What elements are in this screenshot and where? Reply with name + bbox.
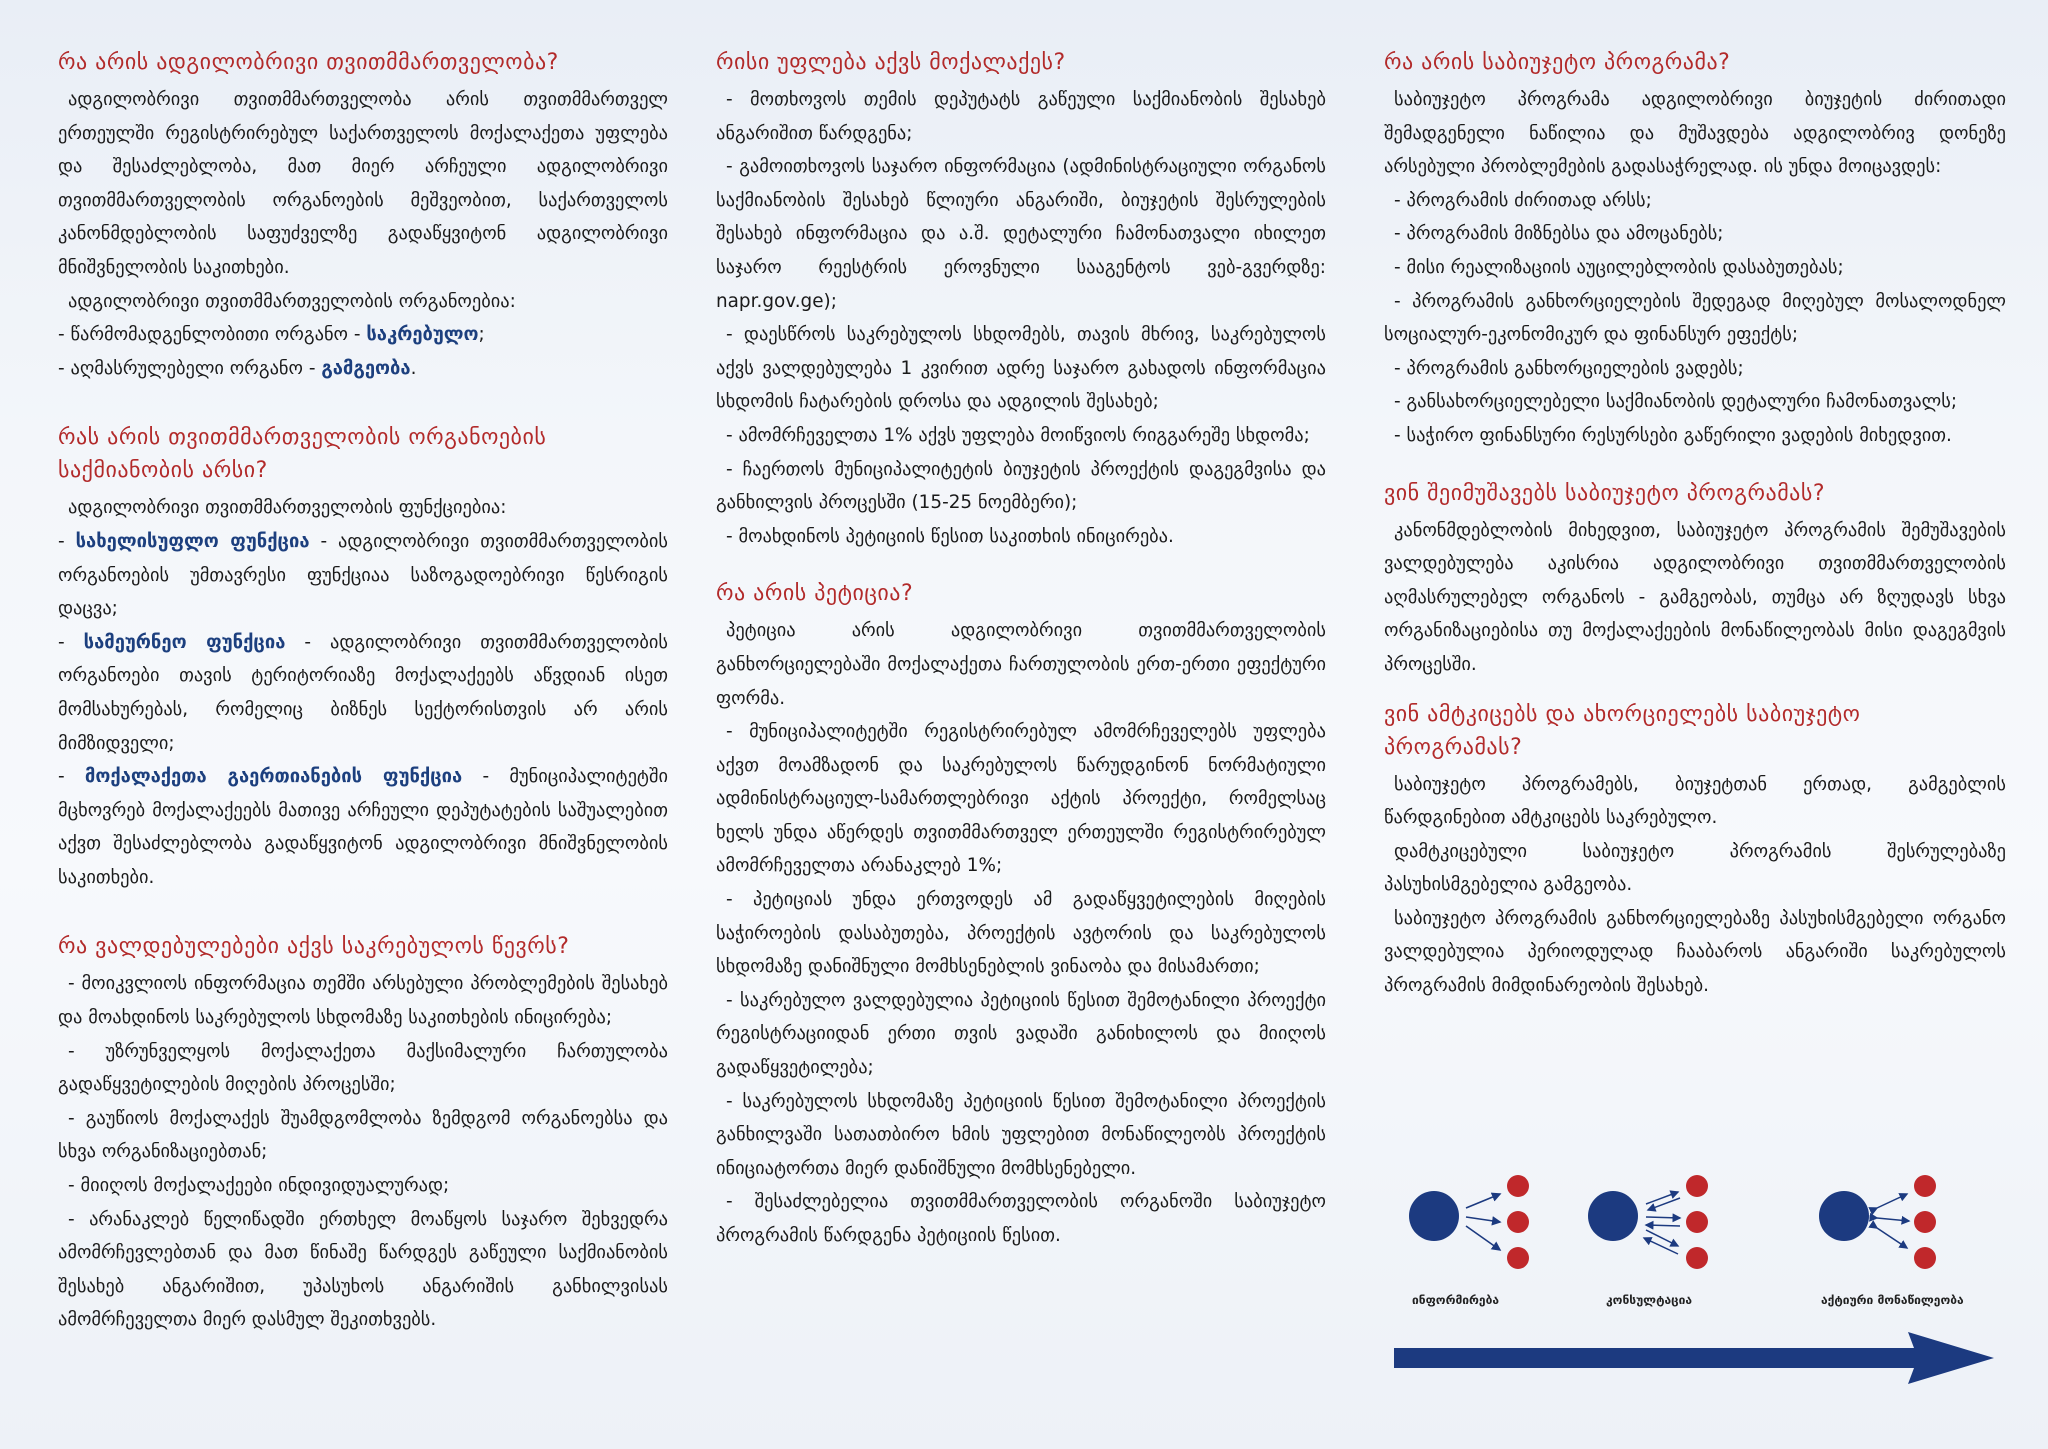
term-gamgeoba: გამგეობა <box>321 357 411 379</box>
term-sakrebulo: საკრებულო <box>366 324 479 346</box>
active-participation-group <box>1819 1175 1964 1307</box>
information-group <box>1409 1175 1529 1307</box>
arrow-icon <box>1466 1226 1500 1250</box>
heading-who-approves-program: ვინ ამტკიცებს და ახორციელებს საბიუჯეტო პროგრამას? <box>1384 701 1861 760</box>
paragraph: კანონმდებლობის მიხედვით, საბიუჯეტო პროგრამის შემუშავების ვალდებულება აკისრია ადგილობრივი თვითმმართველობის აღმასრულებელ ორგანოს - გამგეობას, თუმცა არ ზღუდავს სხვა ორგანიზაციებისა თუ მოქალაქეების მონაწილეობას მისი დაგეგმვის პროცესში. <box>1384 519 2006 675</box>
citizen-circle <box>1914 1211 1936 1233</box>
list-item: - პეტიციას უნდა ერთვოდეს ამ გადაწყვეტილების მიღების საჭიროების დასაბუთება, პროექტის ავტორის და საკრებულოს სხდომაზე დანიშნული მომხსენებლის ვინაობა და მისამართი; <box>716 889 1326 978</box>
double-arrow-icon <box>1877 1218 1909 1221</box>
citizen-circle <box>1507 1211 1529 1233</box>
list-item: - წარმომადგენლობითი ორგანო - საკრებულო; <box>58 324 485 346</box>
list-item: - გაუწიოს მოქალაქეს შუამდგომლობა ზემდგომ ორგანოებსა და სხვა ორგანიზაციებთან; <box>58 1107 668 1163</box>
participation-diagram <box>1384 1170 2024 1430</box>
paragraph: საბიუჯეტო პროგრამებს, ბიუჯეტთან ერთად, გამგებლის წარდგინებით ამტკიცებს საკრებულო. <box>1384 773 2006 829</box>
list-item: - სახელისუფლო ფუნქცია - ადგილობრივი თვითმმართველობის ორგანოების უმთავრესი ფუნქციაა საზოგადოებრივი წესრიგის დაცვა; <box>58 530 668 620</box>
list-item: - მიიღოს მოქალაქეები ინდივიდუალურად; <box>68 1175 450 1197</box>
citizen-circle <box>1914 1175 1936 1197</box>
double-arrow-icon <box>1877 1194 1907 1208</box>
list-item: - უზრუნველყოს მოქალაქეთა მაქსიმალური ჩართულობა გადაწყვეტილების მიღების პროცესში; <box>58 1040 668 1096</box>
diagram-label-information: ინფორმირება <box>1412 1293 1499 1307</box>
list-item: - მოახდინოს პეტიციის წესით საკითხის ინიცირება. <box>726 525 1174 547</box>
list-item: - საჭირო ფინანსური რესურსები გაწერილი ვადების მიხედვით. <box>1394 424 1952 446</box>
diagram-label-active-participation: აქტიური მონაწილეობა <box>1821 1293 1964 1307</box>
authority-circle <box>1819 1191 1869 1241</box>
citizen-circle <box>1914 1247 1936 1269</box>
paragraph: ადგილობრივი თვითმმართველობის ორგანოებია: <box>68 290 516 312</box>
heading-member-obligations: რა ვალდებულებები აქვს საკრებულოს წევრს? <box>58 934 570 960</box>
term-economic-function: სამეურნეო ფუნქცია <box>83 631 286 653</box>
list-item: - მუნიციპალიტეტში რეგისტრირებულ ამომრჩეველებს უფლება აქვთ მოამზადონ და საკრებულოს წარუდგინონ ნორმატიული ადმინისტრაციულ-სამართლებრივი აქტის პროექტი, რომელსაც ხელს უნდა აწერდეს თვითმმართველ ერთეულში რეგისტრირებულ ამომრჩეველთა არანაკლებ 1%; <box>716 721 1326 877</box>
arrow-icon <box>1648 1198 1680 1210</box>
list-item: - გამოითხოვოს საჯარო ინფორმაცია (ადმინისტრაციული ორგანოს საქმიანობის შესახებ წლიური ანგარიში, ბიუჯეტის შესრულების შესახებ ინფორმაცია და ა.შ. დეტალური ჩამონათვალი იხილეთ საჯარო რეესტრის ეროვნული სააგენტოს ვებ-გვერდზე: napr.gov.ge); <box>716 156 1326 312</box>
authority-circle <box>1588 1191 1638 1241</box>
paragraph: საბიუჯეტო პროგრამა ადგილობრივი ბიუჯეტის ძირითადი შემადგენელი ნაწილია და მუშავდება ადგილობრივ დონეზე არსებული პრობლემების გადასაჭრელად. ის უნდა მოიცავდეს: <box>1384 89 2006 178</box>
list-item: - მოთხოვოს თემის დეპუტატს გაწეული საქმიანობის შესახებ ანგარიშით წარდგენა; <box>716 89 1326 144</box>
citizen-circle <box>1507 1247 1529 1269</box>
list-item: - შესაძლებელია თვითმმართველობის ორგანოში საბიუჯეტო პროგრამის წარდგენა პეტიციის წესით. <box>716 1191 1326 1246</box>
list-item: - მოიკვლიოს ინფორმაცია თემში არსებული პრობლემების შესახებ და მოახდინოს საკრებულოს სხდომაზე საკითხების ინიცირება; <box>58 973 668 1029</box>
paragraph: დამტკიცებული საბიუჯეტო პროგრამის შესრულებაზე პასუხისმგებელია გამგეობა. <box>1384 840 2006 896</box>
diagram-label-consultation: კონსულტაცია <box>1606 1293 1692 1307</box>
paragraph: პეტიცია არის ადგილობრივი თვითმმართველობის განხორციელებაში მოქალაქეთა ჩართულობის ერთ-ერთი ეფექტური ფორმა. <box>716 620 1326 709</box>
authority-circle <box>1409 1191 1459 1241</box>
term-citizens-union-function: მოქალაქეთა გაერთიანების ფუნქცია <box>84 766 463 788</box>
list-item: - დაესწროს საკრებულოს სხდომებს, თავის მხრივ, საკრებულოს აქვს ვალდებულება 1 კვირით ადრე საჯარო გახადოს ინფორმაცია სხდომის ჩატარების დროსა და ადგილის შესახებ; <box>716 324 1326 413</box>
heading-citizen-rights: რისი უფლება აქვს მოქალაქეს? <box>716 50 1066 75</box>
citizen-circle <box>1686 1211 1708 1233</box>
list-item: - მოქალაქეთა გაერთიანების ფუნქცია - მუნიციპალიტეტში მცხოვრებ მოქალაქეებს მათივე არჩეული დეპუტატების საშუალებით აქვთ შესაძლებლობა გადაწყვიტონ ადგილობრივი მნიშვნელობის საკითხები. <box>58 766 668 888</box>
arrow-icon <box>1646 1230 1678 1246</box>
paragraph: საბიუჯეტო პროგრამის განხორციელებაზე პასუხისმგებელი ორგანო ვალდებულია პერიოდულად ჩააბაროს ანგარიში საკრებულოს პროგრამის მიმდინარეობის შესახებ. <box>1384 907 2006 997</box>
arrow-icon <box>1646 1217 1680 1218</box>
arrow-icon <box>1644 1238 1678 1254</box>
list-item: - განსახორციელებელი საქმიანობის დეტალური ჩამონათვალს; <box>1394 391 1958 413</box>
list-item: - ამომრჩეველთა 1% აქვს უფლება მოიწვიოს რიგგარეშე სხდომა; <box>726 424 1310 446</box>
list-item: - საკრებულო ვალდებულია პეტიციის წესით შემოტანილი პროექტი რეგისტრაციიდან ერთი თვის ვადაში განიხილოს და მიიღოს გადაწყვეტილება; <box>716 989 1326 1079</box>
list-item: - არანაკლებ წელიწადში ერთხელ მოაწყოს საჯარო შეხვედრა ამომრჩევლებთან და მათ წინაშე წარდგეს გაწეული საქმიანობის შესახებ ანგარიშით, უპასუხოს ანგარიშის განხილვისას ამომრჩეველთა მიერ დასმულ შეკითხვებს. <box>58 1208 668 1331</box>
list-item: - მისი რეალიზაციის აუცილებლობის დასაბუთებას; <box>1394 256 1844 278</box>
heading-what-is-local-self-government: რა არის ადგილობრივი თვითმმართველობა? <box>58 50 559 75</box>
list-item: - საკრებულოს სხდომაზე პეტიციის წესით შემოტანილი პროექტის განხილვაში სათათბირო ხმის უფლებით მონაწილეობს პროექტის ინიციატორთა მიერ დანიშნული მომხსენებელი. <box>716 1090 1326 1179</box>
heading-essence-of-bodies: რას არის თვითმმართველობის ორგანოების საქმიანობის არსი? <box>58 425 547 484</box>
list-item: - სამეურნეო ფუნქცია - ადგილობრივი თვითმმართველობის ორგანოები თავის ტერიტორიაზე მოქალაქეებს აწვდიან ისეთ მომსახურებას, რომელიც ბიზნეს სექტორისთვის არ არის მიმზიდველი; <box>58 631 668 754</box>
list-item: - ჩაერთოს მუნიციპალიტეტის ბიუჯეტის პროექტის დაგეგმვისა და განხილვის პროცესში (15-25 ნოემბერი); <box>716 458 1326 514</box>
term-authority-function: სახელისუფლო ფუნქცია <box>75 530 310 552</box>
paragraph: ადგილობრივი თვითმმართველობა არის თვითმმართველ ერთეულში რეგისტრირებულ საქართველოს მოქალაქეთა უფლება და შესაძლებლობა, მათ მიერ არჩეული ადგილობრივი თვითმმართველობის ორგანოების მეშვეობით, საქართველოს კანონმდებლობის საფუძველზე გადაწყვიტონ ადგილობრივი მნიშვნელობის საკითხები. <box>58 89 668 278</box>
list-item: - პროგრამის განხორციელების შედეგად მიღებულ მოსალოდნელ სოციალურ-ეკონომიკურ და ფინანსურ ეფექტს; <box>1384 290 2006 346</box>
heading-who-develops-program: ვინ შეიმუშავებს საბიუჯეტო პროგრამას? <box>1384 480 1826 506</box>
arrow-icon <box>1646 1192 1678 1204</box>
arrow-icon <box>1466 1194 1500 1208</box>
list-item: - პროგრამის მიზნებსა და ამოცანებს; <box>1394 223 1724 245</box>
list-item: - აღმასრულებელი ორგანო - გამგეობა. <box>58 357 417 379</box>
list-item: - პროგრამის განხორციელების ვადებს; <box>1394 357 1744 379</box>
citizen-circle <box>1507 1175 1529 1197</box>
double-arrow-icon <box>1877 1228 1907 1248</box>
column-1 <box>58 46 668 1337</box>
citizen-circle <box>1686 1247 1708 1269</box>
heading-what-is-budget-program: რა არის საბიუჯეტო პროგრამა? <box>1384 50 1731 75</box>
paragraph: ადგილობრივი თვითმმართველობის ფუნქციებია: <box>68 497 507 519</box>
arrow-icon <box>1646 1225 1680 1226</box>
progression-arrow-icon <box>1394 1332 1994 1384</box>
citizen-circle <box>1686 1175 1708 1197</box>
heading-what-is-petition: რა არის პეტიცია? <box>716 581 914 607</box>
list-item: - პროგრამის ძირითად არსს; <box>1394 189 1652 211</box>
arrow-icon <box>1466 1217 1500 1222</box>
consultation-group <box>1588 1175 1708 1307</box>
column-2 <box>716 46 1326 1253</box>
column-3 <box>1384 46 2006 1003</box>
